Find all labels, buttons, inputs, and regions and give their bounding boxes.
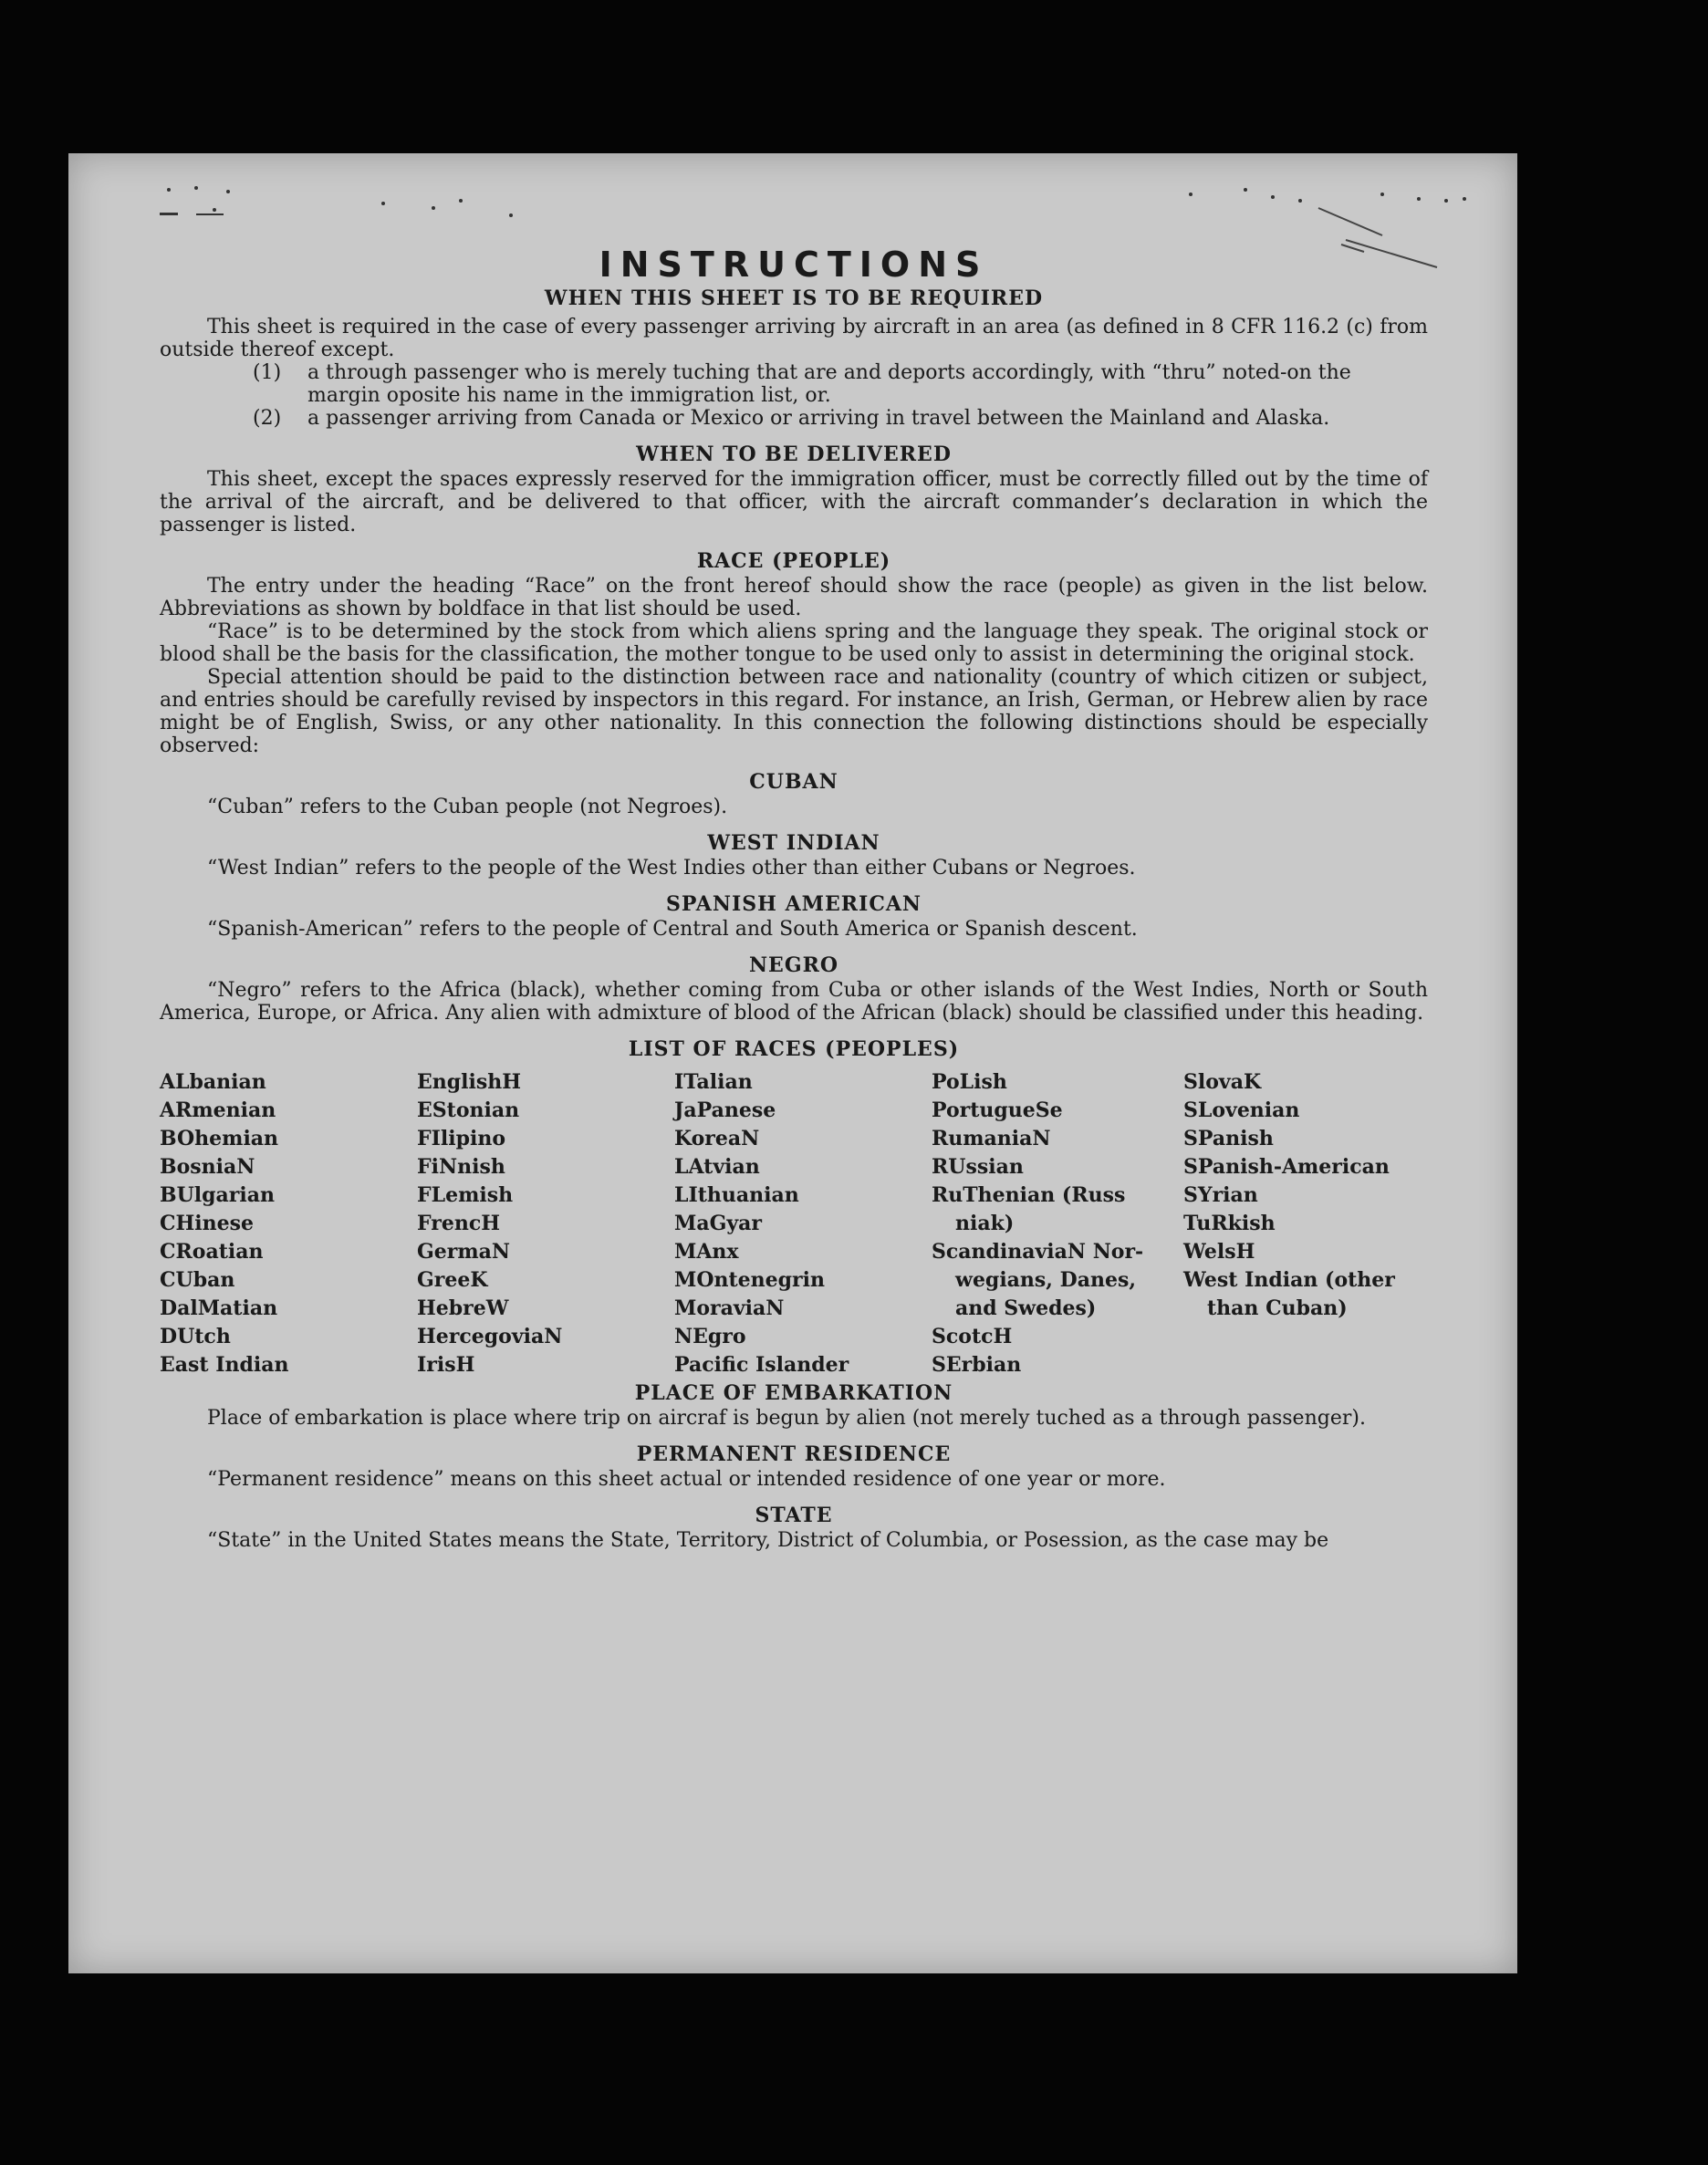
race-entry: MAnx xyxy=(674,1240,739,1264)
race-entry: TuRkish xyxy=(1183,1212,1276,1235)
race-entry: LAtvian xyxy=(674,1155,760,1179)
heading-required: WHEN THIS SHEET IS TO BE REQUIRED xyxy=(544,286,1044,310)
negro-text: “Negro” refers to the Africa (black), whether coming from Cuba or other islands of the West Indies, North or South America, Europe, or Africa. Any alien with admixture of blood of the African (black) should be classified under this heading. xyxy=(160,979,1428,1025)
races-column-4 xyxy=(932,1068,1183,1379)
race-entry: West Indian (other xyxy=(1183,1268,1395,1292)
race-entry: MaGyar xyxy=(674,1212,763,1235)
west-indian-text: “West Indian” refers to the people of the West Indies other than either Cubans or Negroes. xyxy=(207,857,1136,880)
heading-spanish-american: SPANISH AMERICAN xyxy=(665,892,922,916)
state-text: “State” in the United States means the State, Territory, District of Columbia, or Posession, as the case may be xyxy=(207,1529,1329,1552)
race-entry: RUssian xyxy=(932,1155,1024,1179)
race-entry: MoraviaN xyxy=(674,1296,785,1320)
required-intro: This sheet is required in the case of every passenger arriving by aircraft in an area (as defined in 8 CFR 116.2 (c) from outside thereof except. xyxy=(160,316,1428,361)
required-item: (1) a through passenger who is merely tuching that are and deports accordingly, with “thru” noted-on the margin oposite his name in the immigration list, or. xyxy=(253,361,1351,407)
race-entry: JaPanese xyxy=(674,1098,776,1122)
race-paragraph-3: Special attention should be paid to the distinction between race and nationality (country of which citizen or subject, and entries should be carefully revised by inspectors in this regard. For instance, an Irish, German, or Hebrew alien by race might be of English, Swiss, or any other nationality. In this connection the following distinctions should be especially observed: xyxy=(160,666,1428,757)
heading-residence: PERMANENT RESIDENCE xyxy=(636,1442,952,1466)
heading-negro: NEGRO xyxy=(748,953,839,977)
race-entry: East Indian xyxy=(160,1353,289,1377)
race-entry: ARmenian xyxy=(160,1098,276,1122)
race-entry: SLovenian xyxy=(1183,1098,1300,1122)
race-entry: BosniaN xyxy=(160,1155,255,1179)
race-entry: FrencH xyxy=(417,1212,500,1235)
race-entry: SPanish xyxy=(1183,1127,1274,1150)
embarkation-text: Place of embarkation is place where trip on aircraf is begun by alien (not merely tuched as a through passenger). xyxy=(207,1407,1366,1430)
race-entry: WelsH xyxy=(1183,1240,1255,1264)
race-entry: PoLish xyxy=(932,1070,1007,1094)
race-entry: FLemish xyxy=(417,1183,514,1207)
heading-west-indian: WEST INDIAN xyxy=(707,831,880,855)
race-entry: SPanish-American xyxy=(1183,1155,1390,1179)
race-entry: FIlipino xyxy=(417,1127,506,1150)
race-entry: ScotcH xyxy=(932,1325,1013,1348)
heading-embarkation: PLACE OF EMBARKATION xyxy=(634,1381,953,1405)
page-title: INSTRUCTIONS xyxy=(599,245,989,285)
race-entry: EStonian xyxy=(417,1098,520,1122)
race-entry: HebreW xyxy=(417,1296,509,1320)
heading-cuban: CUBAN xyxy=(749,770,838,794)
race-entry: SErbian xyxy=(932,1353,1022,1377)
instructions-content xyxy=(160,245,1428,1552)
heading-race: RACE (PEOPLE) xyxy=(696,549,891,573)
heading-state: STATE xyxy=(755,1504,833,1527)
heading-delivered: WHEN TO BE DELIVERED xyxy=(636,442,952,466)
races-list xyxy=(160,1068,1428,1379)
delivered-text: This sheet, except the spaces expressly reserved for the immigration officer, must be correctly filled out by the time of the arrival of the aircraft, and be delivered to that officer, with the aircraft commander’s declaration in which the passenger is listed. xyxy=(160,468,1428,536)
race-entry-continued: than Cuban) xyxy=(1207,1296,1348,1320)
races-column-5 xyxy=(1183,1068,1411,1379)
race-entry: ITalian xyxy=(674,1070,753,1094)
race-entry: RuThenian (Russ xyxy=(932,1183,1126,1207)
residence-text: “Permanent residence” means on this sheet actual or intended residence of one year or more. xyxy=(207,1468,1166,1491)
race-entry: BUlgarian xyxy=(160,1183,275,1207)
race-entry: GreeK xyxy=(417,1268,488,1292)
race-entry: SYrian xyxy=(1183,1183,1258,1207)
race-entry: DUtch xyxy=(160,1325,231,1348)
race-entry-continued: niak) xyxy=(955,1212,1015,1235)
race-entry: KoreaN xyxy=(674,1127,760,1150)
race-entry: CHinese xyxy=(160,1212,255,1235)
required-item: (2) a passenger arriving from Canada or Mexico or arriving in travel between the Mainland and Alaska. xyxy=(253,407,1330,430)
race-entry: MOntenegrin xyxy=(674,1268,825,1292)
race-paragraph-2: “Race” is to be determined by the stock from which aliens spring and the language they speak. The original stock or blood shall be the basis for the classification, the mother tongue to be used only to assist in determining the original stock. xyxy=(160,620,1428,666)
race-entry: IrisH xyxy=(417,1353,475,1377)
race-entry-continued: and Swedes) xyxy=(955,1296,1097,1320)
race-entry-continued: wegians, Danes, xyxy=(955,1268,1136,1292)
race-entry: RumaniaN xyxy=(932,1127,1051,1150)
race-entry: LIthuanian xyxy=(674,1183,799,1207)
race-entry: ALbanian xyxy=(160,1070,266,1094)
race-paragraph-1: The entry under the heading “Race” on the front hereof should show the race (people) as given in the list below. Abbreviations as shown by boldface in that list should be used. xyxy=(160,575,1428,620)
race-entry: CRoatian xyxy=(160,1240,264,1264)
document-sheet xyxy=(68,153,1517,1973)
race-entry: Pacific Islander xyxy=(674,1353,849,1377)
races-column-1 xyxy=(160,1068,417,1379)
spanish-american-text: “Spanish-American” refers to the people of Central and South America or Spanish descent. xyxy=(207,918,1138,941)
race-entry: BOhemian xyxy=(160,1127,279,1150)
race-entry: FiNnish xyxy=(417,1155,505,1179)
race-entry: CUban xyxy=(160,1268,235,1292)
heading-races-list: LIST OF RACES (PEOPLES) xyxy=(628,1037,960,1061)
race-entry: NEgro xyxy=(674,1325,746,1348)
race-entry: PortugueSe xyxy=(932,1098,1063,1122)
race-entry: EnglishH xyxy=(417,1070,522,1094)
cuban-text: “Cuban” refers to the Cuban people (not Negroes). xyxy=(207,796,728,818)
race-entry: GermaN xyxy=(417,1240,511,1264)
races-column-2 xyxy=(417,1068,674,1379)
race-entry: ScandinaviaN Nor- xyxy=(932,1240,1144,1264)
races-column-3 xyxy=(674,1068,932,1379)
race-entry: DalMatian xyxy=(160,1296,278,1320)
race-entry: SlovaK xyxy=(1183,1070,1262,1094)
race-entry: HercegoviaN xyxy=(417,1325,563,1348)
